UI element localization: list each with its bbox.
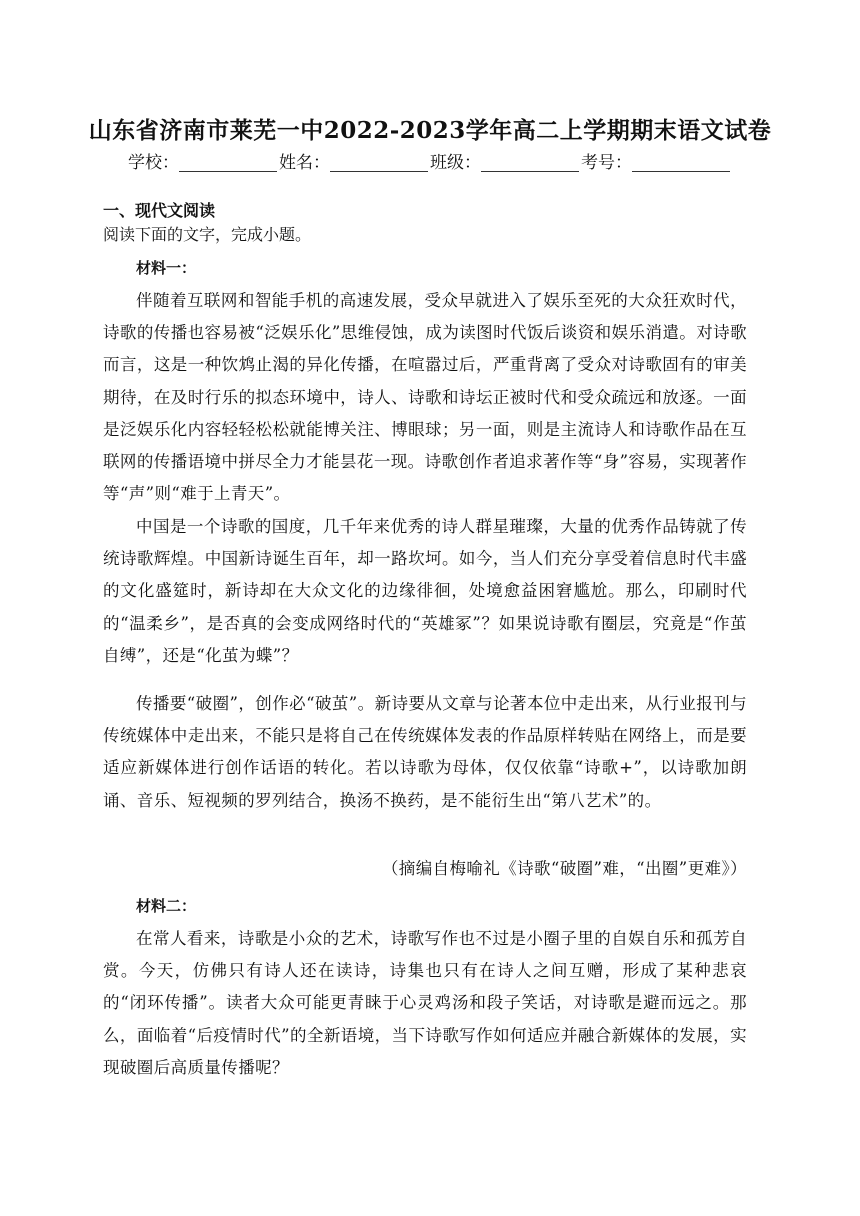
school-label: 学校： bbox=[128, 153, 179, 173]
student-info-line bbox=[0, 148, 860, 173]
material1-paragraph-1: 伴随着互联网和智能手机的高速发展，受众早就进入了娱乐至死的大众狂欢时代，诗歌的传播也容易被“泛娱乐化”思维侵蚀，成为读图时代饭后谈资和娱乐消遣。对诗歌而言，这是一种饮鸩止渴的异化传播，在喧嚣过后，严重背离了受众对诗歌固有的审美期待，在及时行乐的拟态环境中，诗人、诗歌和诗坛正被时代和受众疏远和放逐。一面是泛娱乐化内容轻轻松松就能博关注、博眼球；另一面，则是主流诗人和诗歌作品在互联网的传播语境中拼尽全力才能昙花一现。诗歌创作者追求著作等“身”容易，实现著作等“声”则“难于上青天”。 bbox=[103, 291, 747, 504]
exam-no-blank[interactable] bbox=[632, 153, 730, 172]
material1-paragraph-2: 中国是一个诗歌的国度，几千年来优秀的诗人群星璀璨，大量的优秀作品铸就了传统诗歌辉煌。中国新诗诞生百年，却一路坎坷。如今，当人们充分享受着信息时代丰盛的文化盛筵时，新诗却在大众文化的边缘徘徊，处境愈益困窘尴尬。那么，印刷时代的“温柔乡”，是否真的会变成网络时代的“英雄冢”？如果说诗歌有圈层，究竟是“作茧自缚”，还是“化茧为蝶”？ bbox=[103, 517, 747, 665]
name-blank[interactable] bbox=[330, 153, 428, 172]
material1-source: （摘编自梅喻礼《诗歌“破圈”难，“出圈”更难》） bbox=[381, 859, 747, 878]
school-blank[interactable] bbox=[179, 153, 277, 172]
exam-title: 山东省济南市莱芜一中2022-2023学年高二上学期期末语文试卷 bbox=[88, 117, 772, 144]
name-label: 姓名： bbox=[279, 153, 330, 173]
exam-no-label: 考号： bbox=[581, 153, 632, 173]
section-heading: 一、现代文阅读 bbox=[103, 201, 216, 220]
reading-instruction: 阅读下面的文字，完成小题。 bbox=[103, 225, 312, 244]
material2-paragraph-1: 在常人看来，诗歌是小众的艺术，诗歌写作也不过是小圈子里的自娱自乐和孤芳自赏。今天，仿佛只有诗人还在读诗，诗集也只有在诗人之间互赠，形成了某种悲哀的“闭环传播”。读者大众可能更青睐于心灵鸡汤和段子笑话，对诗歌是避而远之。那么，面临着“后疫情时代”的全新语境，当下诗歌写作如何适应并融合新媒体的发展，实现破圈后高质量传播呢？ bbox=[103, 929, 747, 1077]
material1-paragraph-3: 传播要“破圈”，创作必“破茧”。新诗要从文章与论著本位中走出来，从行业报刊与传统媒体中走出来，不能只是将自己在传统媒体发表的作品原样转贴在网络上，而是要适应新媒体进行创作话语的转化。若以诗歌为母体，仅仅依靠“诗歌+”，以诗歌加朗诵、音乐、短视频的罗列结合，换汤不换药，是不能衍生出“第八艺术”的。 bbox=[103, 694, 747, 810]
material2-label: 材料二： bbox=[136, 897, 197, 915]
class-label: 班级： bbox=[430, 153, 481, 173]
material1-label: 材料一： bbox=[136, 259, 197, 277]
class-blank[interactable] bbox=[481, 153, 579, 172]
